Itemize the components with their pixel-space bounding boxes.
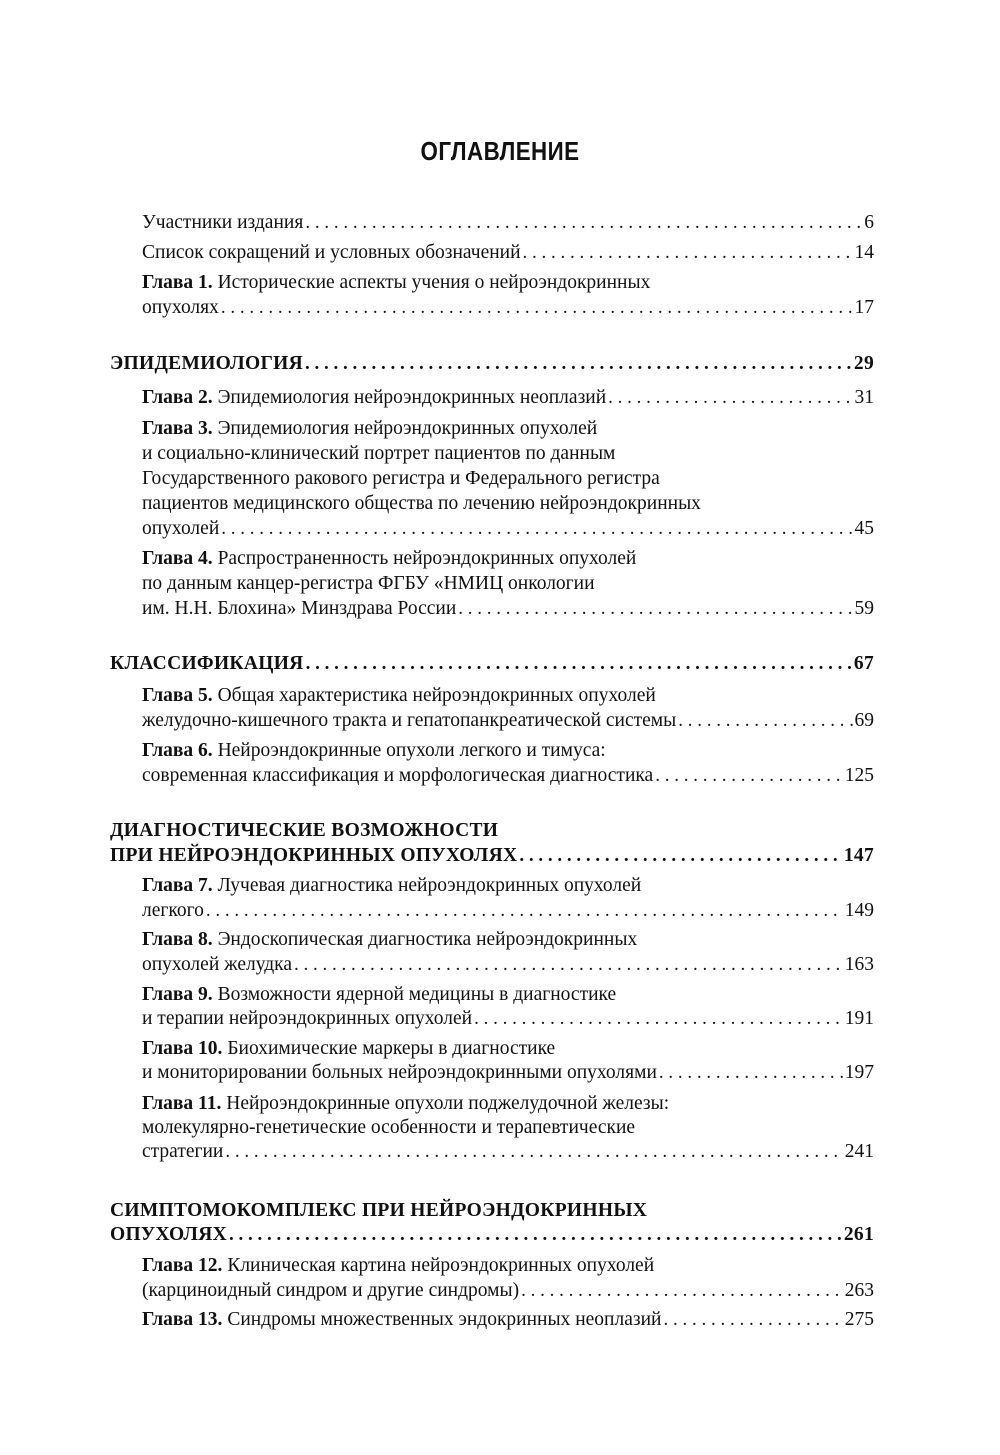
leader-dots (294, 952, 843, 978)
chapter-entry-line[interactable] (142, 708, 874, 734)
chapter-entry-line: и социально-клинический портрет пациентов по данным (142, 443, 616, 464)
chapter-entry-line[interactable] (142, 738, 606, 764)
leader-dots (608, 385, 852, 411)
chapter-entry-line[interactable] (142, 898, 874, 924)
section-heading[interactable] (110, 1222, 874, 1248)
toc-entry[interactable] (142, 210, 874, 236)
chapter-label: Глава 5. (142, 685, 213, 706)
chapter-entry-line[interactable] (142, 416, 597, 442)
chapter-title: современная классификация и морфологическая диагностика (142, 765, 654, 786)
chapter-entry-line[interactable] (142, 546, 636, 572)
chapter-title: Лучевая диагностика нейроэндокринных опухолей (217, 875, 642, 896)
chapter-label: Глава 3. (142, 418, 213, 439)
chapter-title: легкого (142, 900, 204, 921)
toc-entry-line[interactable] (142, 270, 874, 296)
section-title: ОПУХОЛЯХ (110, 1224, 228, 1245)
chapter-label: Глава 12. (142, 1255, 223, 1276)
toc-page-number: 241 (844, 1141, 874, 1162)
leader-dots (655, 763, 843, 789)
chapter-title: Распространенность нейроэндокринных опухолей (217, 548, 637, 569)
chapter-title: Нейроэндокринные опухоли легкого и тимуса: (217, 740, 606, 761)
section-heading[interactable] (110, 651, 874, 677)
leader-dots (523, 240, 853, 266)
section-title[interactable]: ДИАГНОСТИЧЕСКИЕ ВОЗМОЖНОСТИ (110, 820, 499, 841)
leader-dots (305, 210, 862, 236)
toc-page-number: 261 (843, 1224, 874, 1245)
leader-dots (229, 1222, 842, 1248)
toc-page-number: 125 (844, 765, 874, 786)
toc-page-number: 45 (854, 518, 874, 539)
chapter-entry-line[interactable] (142, 982, 616, 1008)
chapter-entry-line: по данным канцер-регистра ФГБУ «НМИЦ онкологии (142, 573, 595, 594)
leader-dots (519, 843, 841, 869)
chapter-title: Биохимические маркеры в диагностике (227, 1038, 556, 1059)
leader-dots (206, 898, 843, 924)
section-title: ПРИ НЕЙРОЭНДОКРИННЫХ ОПУХОЛЯХ (110, 845, 518, 866)
chapter-entry-line[interactable] (142, 927, 637, 953)
toc-page-number: 197 (844, 1062, 874, 1083)
toc-page-number: 67 (853, 653, 874, 674)
chapter-title: им. Н.Н. Блохина» Минздрава России (142, 598, 457, 619)
leader-dots (305, 351, 852, 377)
leader-dots (306, 651, 852, 677)
toc-page-number: 147 (843, 845, 874, 866)
toc-entry-title: Список сокращений и условных обозначений (142, 242, 521, 263)
leader-dots (225, 1139, 842, 1165)
chapter-title: и терапии нейроэндокринных опухолей (142, 1008, 473, 1029)
chapter-entry-line[interactable] (142, 1060, 874, 1086)
chapter-entry-line[interactable] (142, 1006, 874, 1032)
leader-dots (474, 1006, 843, 1032)
chapter-entry-line: пациентов медицинского общества по лечению нейроэндокринных (142, 493, 701, 514)
chapter-label: Глава 13. (142, 1309, 223, 1330)
leader-dots (221, 516, 852, 542)
chapter-title: Нейроэндокринные опухоли поджелудочной железы: (226, 1093, 670, 1114)
chapter-title: Клиническая картина нейроэндокринных опухолей (227, 1255, 655, 1276)
toc-entry-title: опухолях (142, 297, 219, 318)
chapter-entry-line[interactable] (142, 1036, 555, 1062)
toc-page-number: 14 (854, 242, 874, 263)
chapter-label: Глава 4. (142, 548, 213, 569)
chapter-label: Глава 9. (142, 984, 213, 1005)
leader-dots (221, 295, 853, 321)
chapter-title: стратегии (142, 1141, 224, 1162)
chapter-entry-line[interactable] (142, 683, 656, 709)
chapter-title: Эпидемиология нейроэндокринных неоплазий (217, 387, 607, 408)
toc-page-number: 263 (844, 1280, 874, 1301)
section-title: КЛАССИФИКАЦИЯ (110, 653, 304, 674)
chapter-entry-line: молекулярно-генетические особенности и терапевтические (142, 1117, 636, 1138)
chapter-entry[interactable] (142, 1307, 874, 1333)
leader-dots (678, 708, 852, 734)
toc-page-number: 163 (844, 954, 874, 975)
toc-page-number: 191 (844, 1008, 874, 1029)
chapter-title: желудочно-кишечного тракта и гепатопанкреатической системы (142, 710, 677, 731)
chapter-label: Глава 6. (142, 740, 213, 761)
toc-entry-line[interactable] (142, 295, 874, 321)
toc-page-number: 31 (854, 387, 874, 408)
toc-page-number: 29 (853, 353, 874, 374)
toc-page-number: 149 (844, 900, 874, 921)
chapter-label: Глава 2. (142, 387, 213, 408)
chapter-entry-line: Государственного ракового регистра и Федерального регистра (142, 468, 660, 489)
chapter-entry-line[interactable] (142, 596, 874, 622)
chapter-entry-line[interactable] (142, 1278, 874, 1304)
chapter-entry-line[interactable] (142, 1139, 874, 1165)
chapter-title: Синдромы множественных эндокринных неоплазий (227, 1309, 662, 1330)
leader-dots (521, 1278, 843, 1304)
chapter-entry-line[interactable] (142, 952, 874, 978)
chapter-label: Глава 1. (142, 272, 213, 293)
page-title: ОГЛАВЛЕНИЕ (420, 136, 580, 166)
chapter-title: Эпидемиология нейроэндокринных опухолей (217, 418, 598, 439)
chapter-title: Возможности ядерной медицины в диагностике (217, 984, 617, 1005)
chapter-entry-line[interactable] (142, 763, 874, 789)
toc-page-number: 59 (854, 598, 874, 619)
toc-page-number: 275 (844, 1309, 874, 1330)
chapter-title: и мониторировании больных нейроэндокринными опухолями (142, 1062, 657, 1083)
toc-page-number: 17 (854, 297, 874, 318)
chapter-entry-line[interactable] (142, 1253, 654, 1279)
toc-page-number: 69 (854, 710, 874, 731)
section-title: ЭПИДЕМИОЛОГИЯ (110, 353, 304, 374)
chapter-title: Эндоскопическая диагностика нейроэндокринных (217, 929, 638, 950)
leader-dots (659, 1060, 843, 1086)
chapter-title: Общая характеристика нейроэндокринных опухолей (217, 685, 656, 706)
toc-entry-title: Исторические аспекты учения о нейроэндокринных (217, 272, 651, 293)
chapter-label: Глава 10. (142, 1038, 223, 1059)
section-heading[interactable] (110, 351, 874, 377)
section-title[interactable]: СИМПТОМОКОМПЛЕКС ПРИ НЕЙРОЭНДОКРИННЫХ (110, 1200, 648, 1221)
toc-page-number: 6 (864, 212, 874, 233)
leader-dots (663, 1307, 842, 1333)
chapter-entry[interactable] (142, 385, 874, 411)
chapter-entry-line[interactable] (142, 1091, 669, 1117)
chapter-label: Глава 7. (142, 875, 213, 896)
chapter-title: опухолей желудка (142, 954, 293, 975)
toc-entry-title: Участники издания (142, 212, 304, 233)
chapter-label: Глава 11. (142, 1093, 222, 1114)
chapter-title: (карциноидный синдром и другие синдромы) (142, 1280, 520, 1301)
chapter-entry-line[interactable] (142, 873, 641, 899)
chapter-title: опухолей (142, 518, 220, 539)
section-heading[interactable] (110, 843, 874, 869)
chapter-entry-line[interactable] (142, 516, 874, 542)
leader-dots (458, 596, 852, 622)
toc-entry[interactable] (142, 240, 874, 266)
chapter-label: Глава 8. (142, 929, 213, 950)
